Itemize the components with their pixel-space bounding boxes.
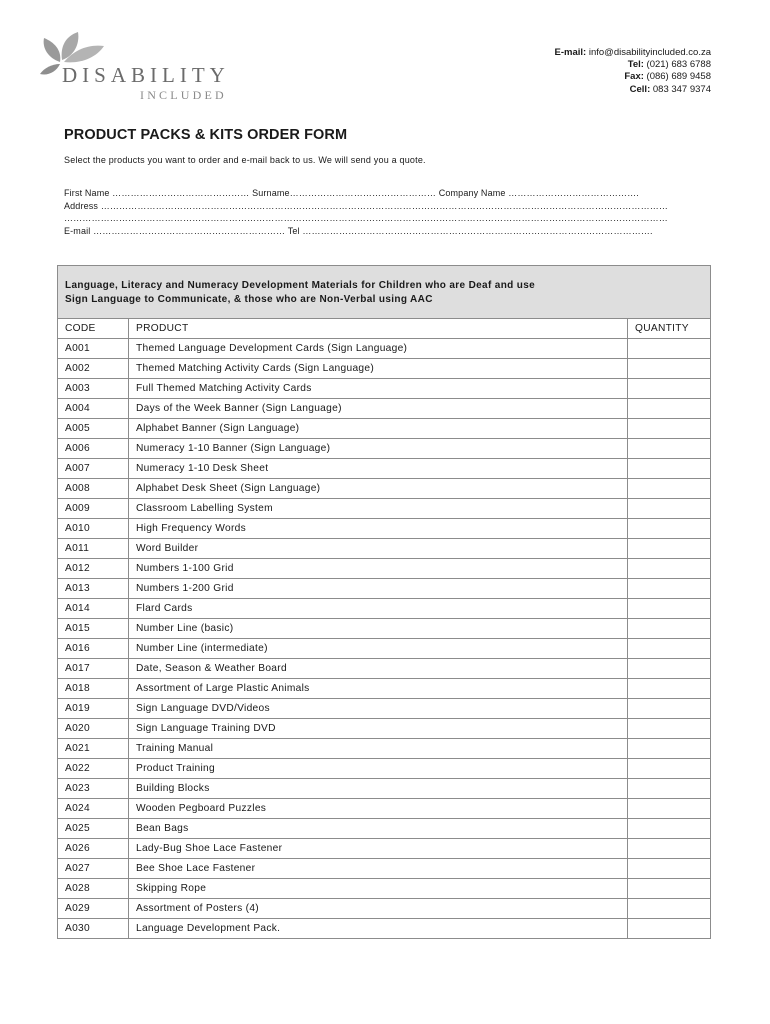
column-header-row [58,319,711,339]
product-name: Classroom Labelling System [129,499,628,519]
table-row [58,659,711,679]
quantity-cell[interactable] [628,399,711,419]
table-row [58,739,711,759]
quantity-cell[interactable] [628,859,711,879]
table-heading [58,266,711,319]
product-code: A022 [58,759,129,779]
contact-email-label: E-mail: [554,47,587,58]
product-code: A002 [58,359,129,379]
quantity-cell[interactable] [628,719,711,739]
product-code: A026 [58,839,129,859]
order-table [57,265,711,939]
product-name: Training Manual [129,739,628,759]
product-name: Days of the Week Banner (Sign Language) [129,399,628,419]
quantity-cell[interactable] [628,919,711,939]
table-heading-line-1: Language, Literacy and Numeracy Development Materials for Children who are Deaf and use [65,280,536,291]
quantity-cell[interactable] [628,899,711,919]
company-logo [38,28,248,108]
table-row [58,839,711,859]
product-code: A011 [58,539,129,559]
tel-field[interactable]: ……………………………………………………………………………………………………. [302,225,653,236]
product-code: A008 [58,479,129,499]
product-code: A029 [58,899,129,919]
product-code: A019 [58,699,129,719]
contact-tel: (021) 683 6788 [646,59,711,71]
quantity-cell[interactable] [628,659,711,679]
product-code: A013 [58,579,129,599]
company-label: Company Name [438,188,506,198]
quantity-cell[interactable] [628,799,711,819]
quantity-cell[interactable] [628,359,711,379]
quantity-cell[interactable] [628,699,711,719]
address-row-2 [64,212,710,225]
product-code: A030 [58,919,129,939]
quantity-cell[interactable] [628,379,711,399]
quantity-cell[interactable] [628,539,711,559]
product-code: A024 [58,799,129,819]
product-name: Numeracy 1-10 Banner (Sign Language) [129,439,628,459]
quantity-cell[interactable] [628,459,711,479]
contact-tel-line [555,59,711,71]
tel-label: Tel [287,225,300,236]
product-name: Skipping Rope [129,879,628,899]
product-name: Bee Shoe Lace Fastener [129,859,628,879]
quantity-cell[interactable] [628,619,711,639]
product-name: Sign Language DVD/Videos [129,699,628,719]
table-row [58,859,711,879]
product-name: Bean Bags [129,819,628,839]
table-row [58,399,711,419]
table-row [58,779,711,799]
table-row [58,819,711,839]
column-header-product: PRODUCT [129,319,628,339]
product-code: A010 [58,519,129,539]
table-row [58,699,711,719]
product-name: Numeracy 1-10 Desk Sheet [129,459,628,479]
product-code: A023 [58,779,129,799]
contact-email[interactable]: info@disabilityincluded.co.za [588,47,711,58]
contact-tel-label: Tel: [627,59,644,71]
product-code: A027 [58,859,129,879]
product-code: A017 [58,659,129,679]
surname-field[interactable]: ………………………………………… [289,188,437,198]
product-code: A014 [58,599,129,619]
product-name: Sign Language Training DVD [129,719,628,739]
contact-row [64,225,710,238]
product-name: Word Builder [129,539,628,559]
logo-tagline: INCLUDED [140,88,227,102]
quantity-cell[interactable] [628,479,711,499]
product-name: Number Line (intermediate) [129,639,628,659]
table-row [58,899,711,919]
product-code: A004 [58,399,129,419]
table-row [58,579,711,599]
table-row [58,499,711,519]
contact-email-line [555,47,711,59]
first-name-field[interactable]: ……………………………………… [112,188,250,198]
column-header-quantity: QUANTITY [628,319,711,339]
table-row [58,379,711,399]
product-code: A007 [58,459,129,479]
quantity-cell[interactable] [628,779,711,799]
product-code: A020 [58,719,129,739]
product-name: Lady-Bug Shoe Lace Fastener [129,839,628,859]
product-name: Assortment of Posters (4) [129,899,628,919]
customer-details [64,187,710,237]
table-row [58,479,711,499]
table-row [58,759,711,779]
first-name-label: First Name [64,188,110,198]
table-row [58,559,711,579]
table-row [58,599,711,619]
quantity-cell[interactable] [628,639,711,659]
product-name: Flard Cards [129,599,628,619]
quantity-cell[interactable] [628,579,711,599]
product-name: Language Development Pack. [129,919,628,939]
table-row [58,519,711,539]
table-row [58,879,711,899]
product-code: A003 [58,379,129,399]
table-row [58,339,711,359]
quantity-cell[interactable] [628,819,711,839]
table-row [58,439,711,459]
quantity-cell[interactable] [628,759,711,779]
product-name: Product Training [129,759,628,779]
quantity-cell[interactable] [628,599,711,619]
product-name: Numbers 1-100 Grid [129,559,628,579]
address-label: Address [64,200,99,211]
email-field[interactable]: ……………………………………………………… [93,225,286,236]
quantity-cell[interactable] [628,879,711,899]
quantity-cell[interactable] [628,419,711,439]
address-row [64,200,710,213]
column-header-code: CODE [58,319,129,339]
product-code: A028 [58,879,129,899]
quantity-cell[interactable] [628,499,711,519]
table-row [58,539,711,559]
product-name: Alphabet Banner (Sign Language) [129,419,628,439]
quantity-cell[interactable] [628,439,711,459]
company-field[interactable]: ……………………………………. [508,188,639,198]
product-code: A025 [58,819,129,839]
quantity-cell[interactable] [628,519,711,539]
product-code: A021 [58,739,129,759]
quantity-cell[interactable] [628,559,711,579]
logo-wordmark: DISABILITY [62,63,230,87]
product-name: Building Blocks [129,779,628,799]
product-name: Number Line (basic) [129,619,628,639]
product-code: A012 [58,559,129,579]
contact-cell: 083 347 9374 [652,83,711,95]
product-code: A006 [58,439,129,459]
product-name: Alphabet Desk Sheet (Sign Language) [129,479,628,499]
contact-fax-label: Fax: [624,71,644,83]
address-field-2[interactable]: ……………………………………………………………………………………………………………………………………………………………………………… [64,213,668,223]
product-name: Themed Matching Activity Cards (Sign Language) [129,359,628,379]
product-name: Wooden Pegboard Puzzles [129,799,628,819]
table-row [58,419,711,439]
table-row [58,799,711,819]
table-row [58,919,711,939]
product-name: High Frequency Words [129,519,628,539]
form-instructions: Select the products you want to order and e-mail back to us. We will send you a quote. [64,155,426,165]
quantity-cell[interactable] [628,739,711,759]
contact-fax-line [555,71,711,83]
table-row [58,719,711,739]
contact-fax: (086) 689 9458 [646,71,711,83]
product-name: Full Themed Matching Activity Cards [129,379,628,399]
contact-cell-line [555,84,711,96]
table-row [58,459,711,479]
table-heading-line-2: Sign Language to Communicate, & those who are Non-Verbal using AAC [65,294,433,305]
product-code: A009 [58,499,129,519]
email-label: E-mail [64,225,91,236]
name-row [64,187,710,200]
contact-cell-label: Cell: [629,83,651,95]
table-row [58,679,711,699]
address-field[interactable]: …………………………………………………………………………………………………………………………………………………………………… [100,200,669,211]
contact-block [555,47,711,96]
product-name: Numbers 1-200 Grid [129,579,628,599]
table-row [58,359,711,379]
product-code: A016 [58,639,129,659]
product-code: A018 [58,679,129,699]
table-row [58,619,711,639]
table-row [58,639,711,659]
product-code: A015 [58,619,129,639]
product-name: Themed Language Development Cards (Sign Language) [129,339,628,359]
product-code: A001 [58,339,129,359]
quantity-cell[interactable] [628,339,711,359]
product-name: Assortment of Large Plastic Animals [129,679,628,699]
quantity-cell[interactable] [628,679,711,699]
product-code: A005 [58,419,129,439]
quantity-cell[interactable] [628,839,711,859]
form-title: PRODUCT PACKS & KITS ORDER FORM [64,127,348,143]
surname-label: Surname [252,188,290,198]
product-name: Date, Season & Weather Board [129,659,628,679]
table-heading-row [58,266,711,319]
